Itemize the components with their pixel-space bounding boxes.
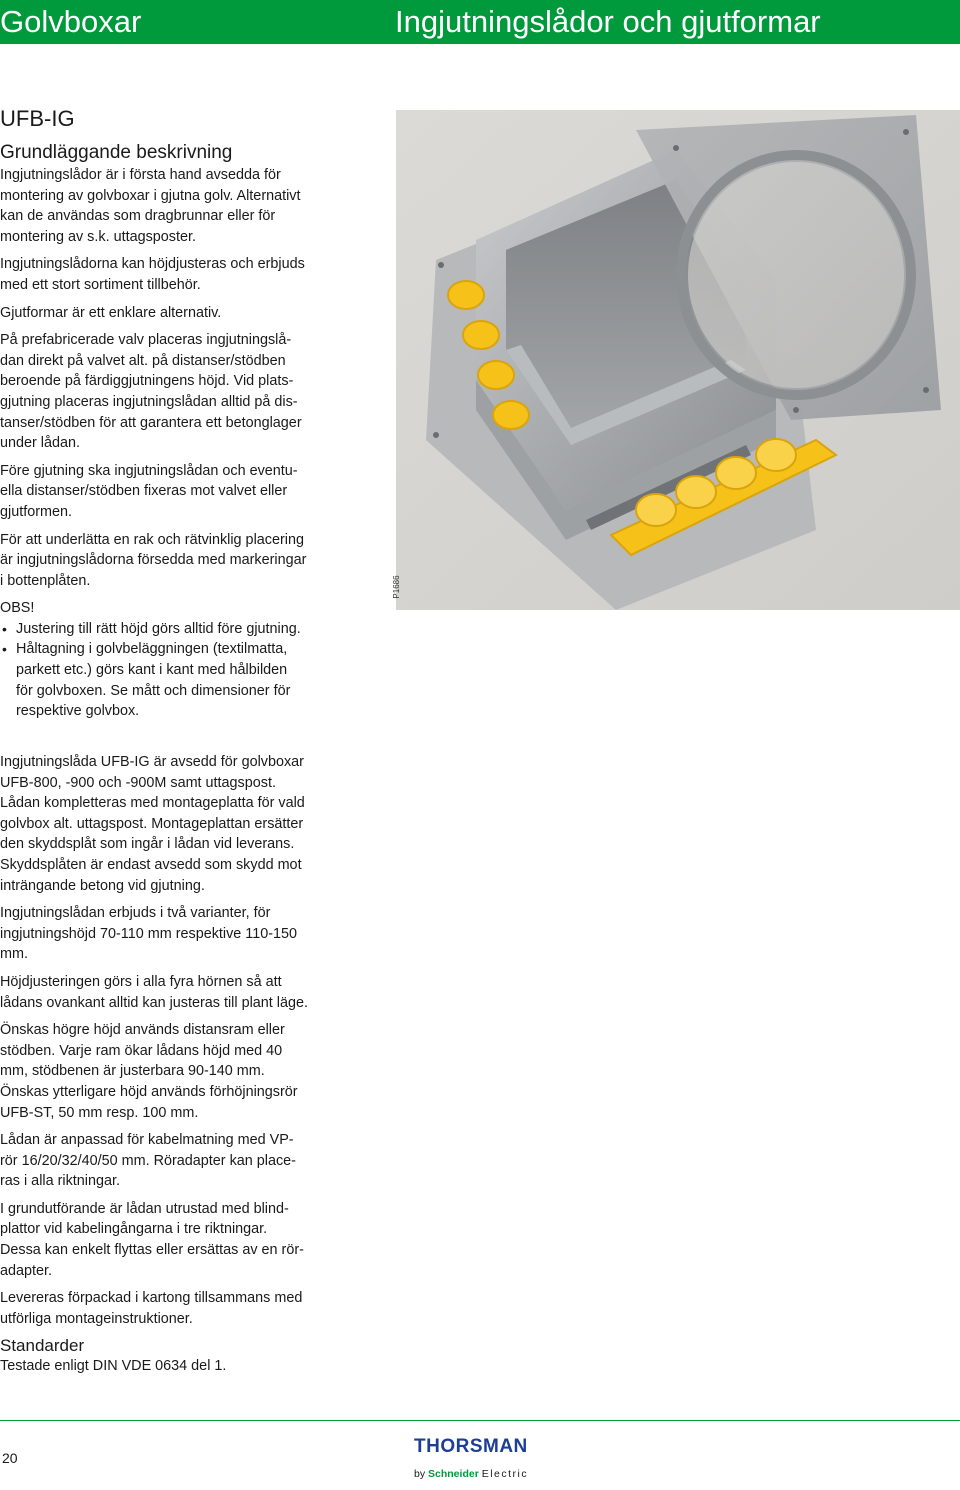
paragraph-placement: På prefabricerade valv placeras ingjutningslå- dan direkt på valvet alt. på distanser/stödben beroende på färdiggjutningens höjd. Vid plats- gjutning placeras ingjutningslådan alltid på dis- tanser/stödben för att garantera ett betonglager under lådan. xyxy=(0,332,302,452)
brand-tagline xyxy=(414,1468,544,1480)
paragraph-cabling: Lådan är anpassad för kabelmatning med VP- rör 16/20/32/40/50 mm. Röradapter kan place- ras i alla riktningar. xyxy=(0,1132,296,1190)
bullet-icon: • xyxy=(2,620,7,637)
page-header xyxy=(0,0,960,44)
paragraph-ufb-ig: Ingjutningslåda UFB-IG är avsedd för golvboxar UFB-800, -900 och -900M samt uttagspost. Lådan kompletteras med montageplatta för vald golvbox alt. uttagspost. Montageplattan ersätter den skyddsplåt som ingår i lådan vid leverans. Skyddsplåten är endast avsedd som skydd mot inträngande betong vid gjutning. xyxy=(0,754,305,894)
standards-text: Testade enligt DIN VDE 0634 del 1. xyxy=(0,1358,227,1375)
paragraph-delivery: Levereras förpackad i kartong tillsammans med utförliga montageinstruktioner. xyxy=(0,1290,303,1327)
paragraph-adjust: Höjdjusteringen görs i alla fyra hörnen så att lådans ovankant alltid kan justeras till plant läge. xyxy=(0,973,308,1011)
paragraph-fixing: Före gjutning ska ingjutningslådan och eventu- ella distanser/stödben fixeras mot valvet eller gjutformen. xyxy=(0,462,298,520)
paragraph-variants: Ingjutningslådan erbjuds i två varianter, för ingjutningshöjd 70-110 mm respektive 110-150 mm. xyxy=(0,905,298,963)
obs-label: OBS! xyxy=(0,600,35,617)
product-photo xyxy=(396,110,960,610)
tagline-electric: Electric xyxy=(481,1468,529,1480)
paragraph-blind-plates: I grundutförande är lådan utrustad med blind- plattor vid kabelingångarna i tre riktningar. Dessa kan enkelt flyttas eller ersättas av en rör- adapter. xyxy=(0,1200,304,1279)
paragraph-intro: Ingjutningslådor är i första hand avsedda för montering av golvboxar i gjutna golv. Alternativt kan de användas som dragbrunnar eller för montering av s.k. uttagsposter. xyxy=(0,167,301,245)
intro-column xyxy=(0,106,350,722)
header-section-title: Ingjutningslådor och gjutformar xyxy=(395,4,821,39)
list-item-text: Justering till rätt höjd görs alltid före gjutning. xyxy=(16,620,301,637)
product-title: UFB-IG xyxy=(0,106,75,131)
list-item xyxy=(0,619,350,640)
section-title: Grundläggande beskrivning xyxy=(0,142,233,163)
photo-code: P1686 xyxy=(392,575,401,599)
paragraph-forms: Gjutformar är ett enklare alternativ. xyxy=(0,304,222,321)
header-category-title: Golvboxar xyxy=(0,4,142,39)
list-item-text: Håltagning i golvbeläggningen (textilmatta, parkett etc.) görs kant i kant med hålbilden för golvboxen. Se mått och dimensioner för respektive golvbox. xyxy=(16,641,291,720)
tagline-by: by xyxy=(414,1468,426,1480)
detail-column xyxy=(0,752,350,1384)
obs-list xyxy=(0,619,350,722)
list-item xyxy=(0,639,350,721)
paragraph-extra-height: Önskas högre höjd används distansram eller stödben. Varje ram ökar lådans höjd med 40 mm, stödbenen är justerbara 90-140 mm. Önskas ytterligare höjd används förhöjningsrör UFB-ST, 50 mm resp. 100 mm. xyxy=(0,1022,298,1121)
standards-title: Standarder xyxy=(0,1336,85,1356)
tagline-schneider: Schneider xyxy=(428,1468,479,1480)
brand-name: THORSMAN xyxy=(414,1436,528,1457)
footer-rule xyxy=(0,1420,960,1421)
page-number: 20 xyxy=(2,1450,18,1466)
thorsman-logo xyxy=(414,1436,544,1484)
paragraph-height: Ingjutningslådorna kan höjdjusteras och erbjuds med ett stort sortiment tillbehör. xyxy=(0,256,305,293)
bullet-icon: • xyxy=(2,641,7,658)
paragraph-markings: För att underlätta en rak och rätvinklig placering är ingjutningslådorna försedda med markeringar i bottenplåten. xyxy=(0,531,307,589)
